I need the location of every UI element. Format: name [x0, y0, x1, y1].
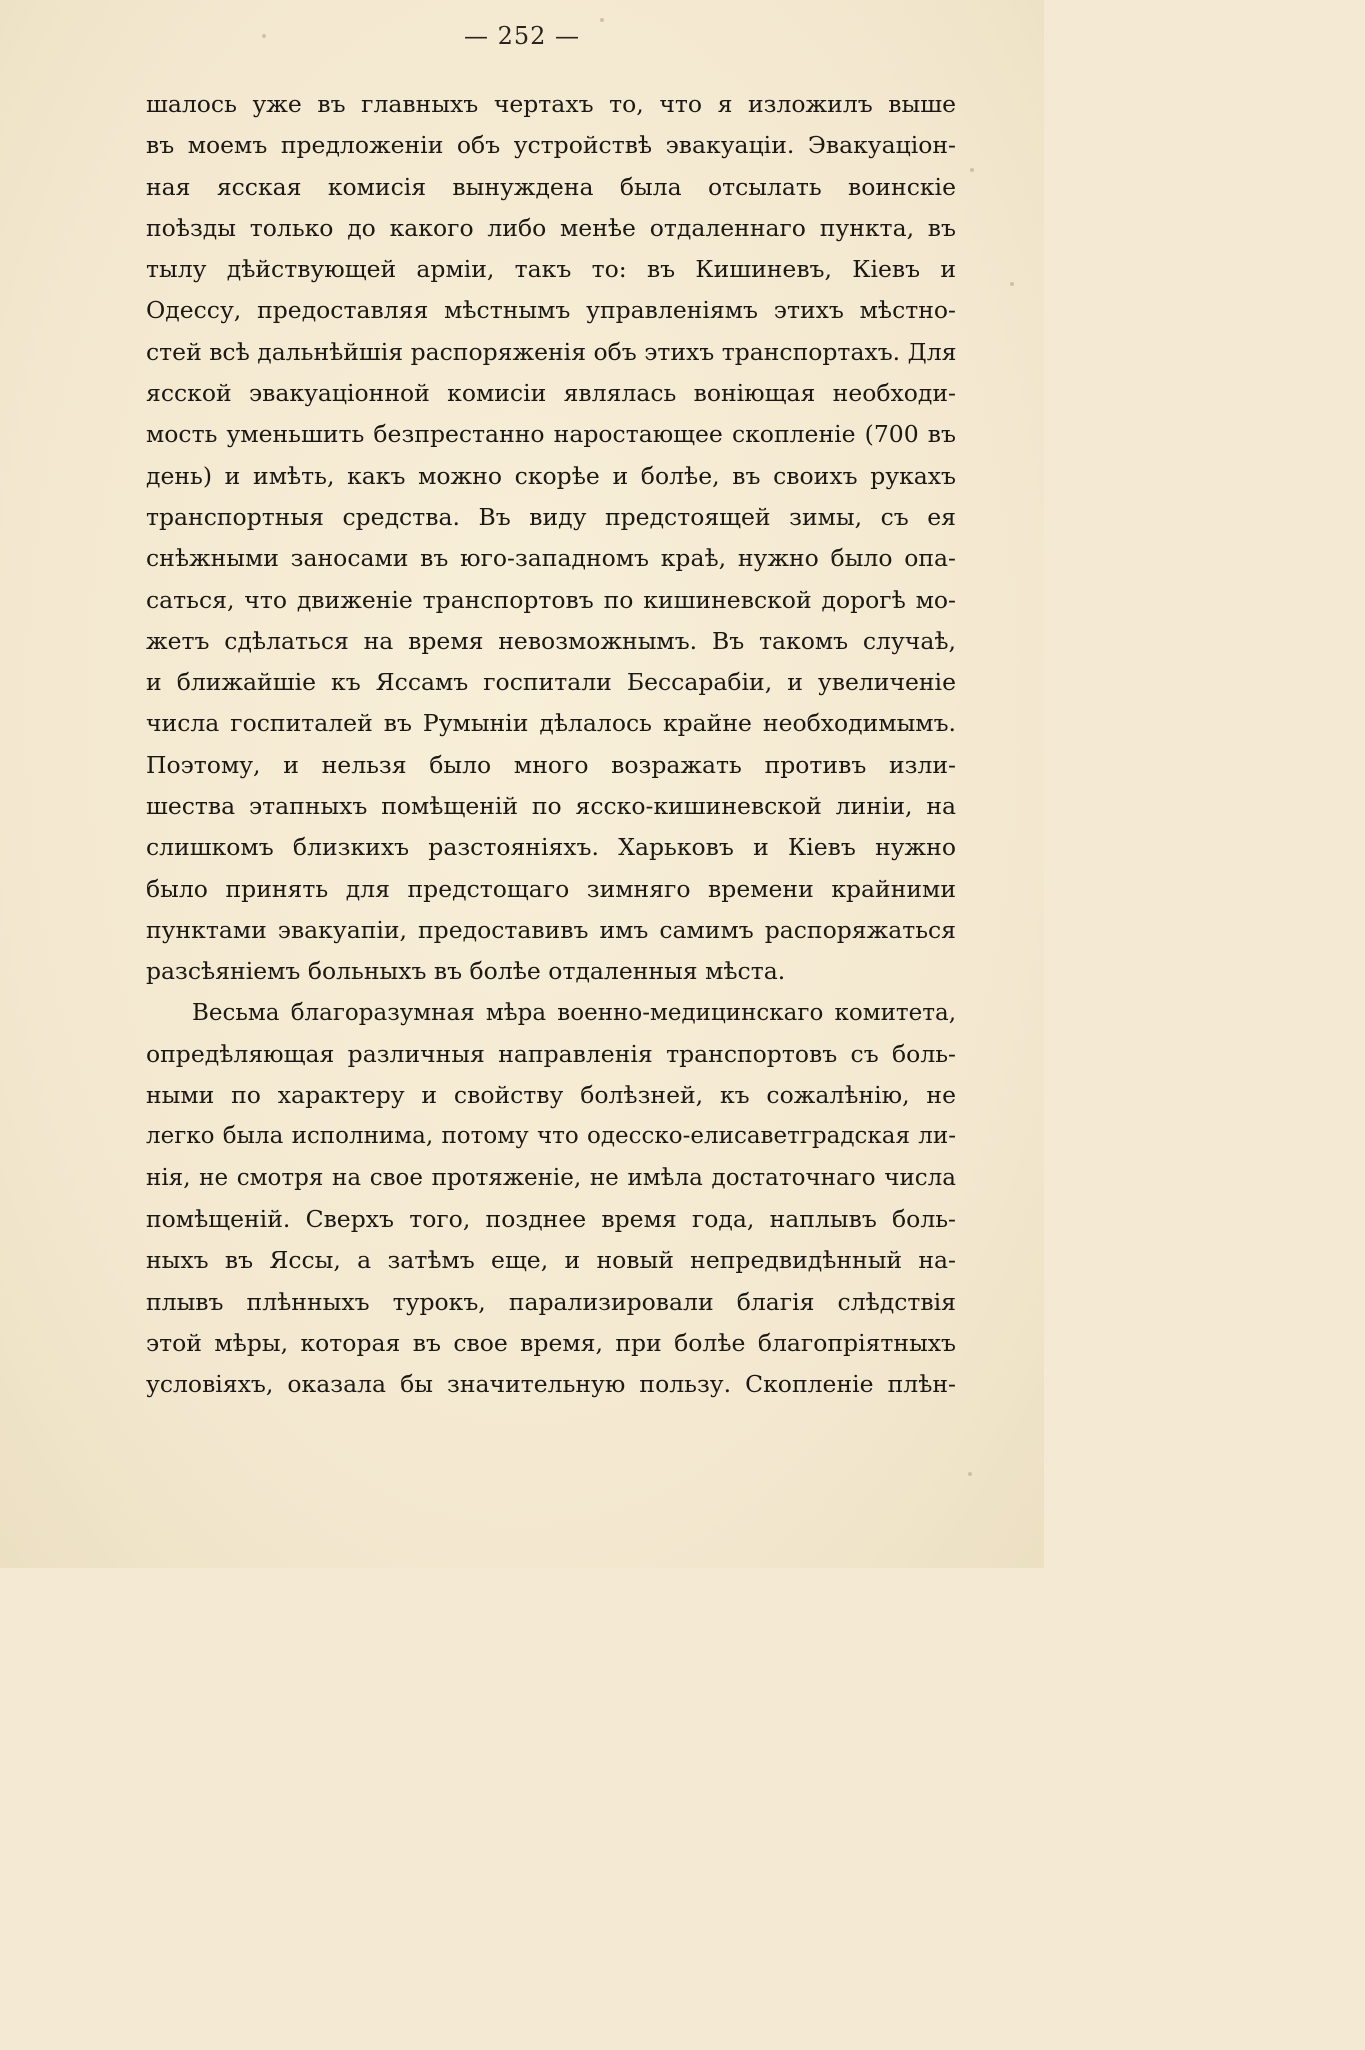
text-line: шалось уже въ главныхъ чертахъ то, что я изложилъ выше — [146, 90, 956, 118]
text-line: транспортныя средства. Въ виду предстоящей зимы, съ ея — [146, 502, 956, 531]
text-line: легко была исполнима, потому что одесско-елисаветградская ли- — [146, 1123, 956, 1150]
text-line: мость уменьшить безпрестанно наростающее скопленіе (700 въ — [146, 420, 956, 449]
text-line: пунктами эвакуапіи, предоставивъ имъ самимъ распоряжаться — [146, 915, 956, 944]
text-line: Весьма благоразумная мѣра военно-медицинскаго комитета, — [192, 999, 956, 1026]
text-line: было принять для предстощаго зимняго времени крайними — [146, 874, 956, 903]
text-line: снѣжными заносами въ юго-западномъ краѣ, нужно было опа- — [146, 544, 956, 573]
body-text — [146, 84, 956, 1406]
page-number: — 252 — — [463, 22, 581, 50]
text-line: слишкомъ близкихъ разстояніяхъ. Харьковъ и Кіевъ нужно — [146, 833, 956, 862]
text-line: день) и имѣть, какъ можно скорѣе и болѣе, въ своихъ рукахъ — [146, 461, 956, 490]
text-line: ныхъ въ Яссы, а затѣмъ еще, и новый непредвидѣнный на- — [146, 1246, 956, 1275]
text-line: Поэтому, и нельзя было много возражать противъ изли- — [146, 750, 956, 779]
paragraph — [146, 993, 956, 1406]
text-line: разсѣяніемъ больныхъ въ болѣе отдаленныя мѣста. — [146, 957, 786, 986]
text-line: ными по характеру и свойству болѣзней, къ сожалѣнію, не — [146, 1081, 956, 1110]
paper-speck — [970, 168, 974, 172]
paragraph — [146, 84, 956, 993]
paper-speck — [968, 1472, 972, 1476]
text-line: плывъ плѣнныхъ турокъ, парализировали благія слѣдствія — [146, 1287, 956, 1316]
paper-speck — [1010, 282, 1014, 286]
text-line: шества этапныхъ помѣщеній по ясско-кишиневской линіи, на — [146, 792, 956, 821]
text-line: жетъ сдѣлаться на время невозможнымъ. Въ такомъ случаѣ, — [146, 626, 956, 655]
text-line: помѣщеній. Сверхъ того, позднее время года, наплывъ боль- — [146, 1205, 956, 1234]
text-line: въ моемъ предложеніи объ устройствѣ эвакуаціи. Эвакуаціон- — [146, 131, 956, 160]
text-line: ная ясская комисія вынуждена была отсылать воинскіе — [146, 172, 956, 201]
text-line: числа госпиталей въ Румыніи дѣлалось крайне необходимымъ. — [146, 709, 956, 738]
text-line: саться, что движеніе транспортовъ по кишиневской дорогѣ мо- — [146, 585, 956, 614]
text-line: стей всѣ дальнѣйшія распоряженія объ этихъ транспортахъ. Для — [146, 337, 957, 366]
text-line: опредѣляющая различныя направленія транспортовъ съ боль- — [146, 1039, 956, 1068]
text-line: нія, не смотря на свое протяженіе, не имѣла достаточнаго числа — [146, 1164, 956, 1191]
text-line: ясской эвакуаціонной комисіи являлась воніющая необходи- — [146, 379, 956, 408]
text-line: условіяхъ, оказала бы значительную пользу. Скопленіе плѣн- — [146, 1370, 956, 1399]
text-line: тылу дѣйствующей арміи, такъ то: въ Кишиневъ, Кіевъ и — [146, 255, 956, 284]
text-line: этой мѣры, которая въ свое время, при болѣе благопріятныхъ — [146, 1328, 956, 1357]
text-line: и ближайшіе къ Яссамъ госпитали Бессарабіи, и увеличеніе — [146, 668, 956, 697]
text-line: поѣзды только до какого либо менѣе отдаленнаго пункта, въ — [146, 213, 956, 242]
text-line: Одессу, предоставляя мѣстнымъ управленіямъ этихъ мѣстно- — [146, 296, 956, 325]
